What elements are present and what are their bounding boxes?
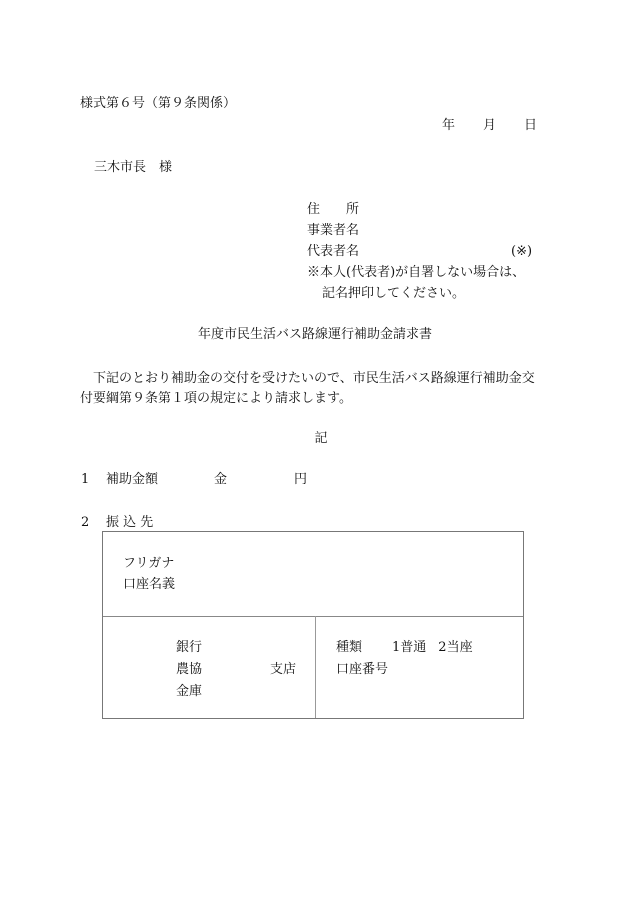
account-number-label: 口座番号 <box>336 662 389 677</box>
account-details-cell <box>316 616 523 718</box>
day-label: 日 <box>524 118 538 133</box>
amount-unit: 円 <box>294 472 308 487</box>
date-line <box>442 118 537 134</box>
item-number: 2 <box>81 515 90 530</box>
representative-label: 代表者名 <box>307 244 360 259</box>
bank-details-row <box>103 616 523 718</box>
address-label: 住 所 <box>307 202 360 217</box>
item-label: 振 込 先 <box>106 515 154 530</box>
bank-type-bank: 銀行 <box>176 640 203 655</box>
bank-account-table <box>102 531 524 719</box>
item-transfer-destination <box>81 515 153 531</box>
addressee: 三木市長 様 <box>94 160 173 175</box>
applicant-block <box>307 202 547 307</box>
account-holder-row <box>103 532 523 617</box>
year-label: 年 <box>442 118 456 133</box>
item-label: 補助金額 <box>106 472 159 487</box>
request-statement <box>80 369 560 409</box>
document-title: 年度市民生活バス路線運行補助金請求書 <box>197 327 432 342</box>
request-statement-line1: 下記のとおり補助金の交付を受けたいので、市民生活バス路線運行補助金交 <box>93 371 535 386</box>
account-type-label: 種類 <box>336 640 363 655</box>
item-number: 1 <box>81 472 90 487</box>
month-label: 月 <box>483 118 497 133</box>
furigana-label: フリガナ <box>123 556 175 571</box>
signature-note-line1: ※本人(代表者)が自署しない場合は、 <box>307 265 526 280</box>
account-holder-label: 口座名義 <box>123 577 176 592</box>
request-statement-line2: 付要綱第９条第１項の規定により請求します。 <box>80 391 352 406</box>
item-subsidy-amount <box>81 472 307 488</box>
ki-heading: 記 <box>314 431 328 446</box>
representative-row <box>307 244 547 265</box>
account-type-ordinary: 1普通 <box>392 640 427 655</box>
bank-type-shinkin: 金庫 <box>176 684 203 699</box>
branch-label: 支店 <box>270 662 297 677</box>
bank-type-ja: 農協 <box>176 662 203 677</box>
signature-note-line2: 記名押印してください。 <box>322 286 466 301</box>
seal-mark: (※) <box>511 244 533 259</box>
account-type-row <box>336 640 473 656</box>
account-type-current: 2当座 <box>438 640 473 655</box>
form-number: 様式第６号（第９条関係） <box>80 96 237 111</box>
amount-prefix: 金 <box>214 472 228 487</box>
bank-name-cell <box>103 616 316 718</box>
business-name-label: 事業者名 <box>307 223 360 238</box>
